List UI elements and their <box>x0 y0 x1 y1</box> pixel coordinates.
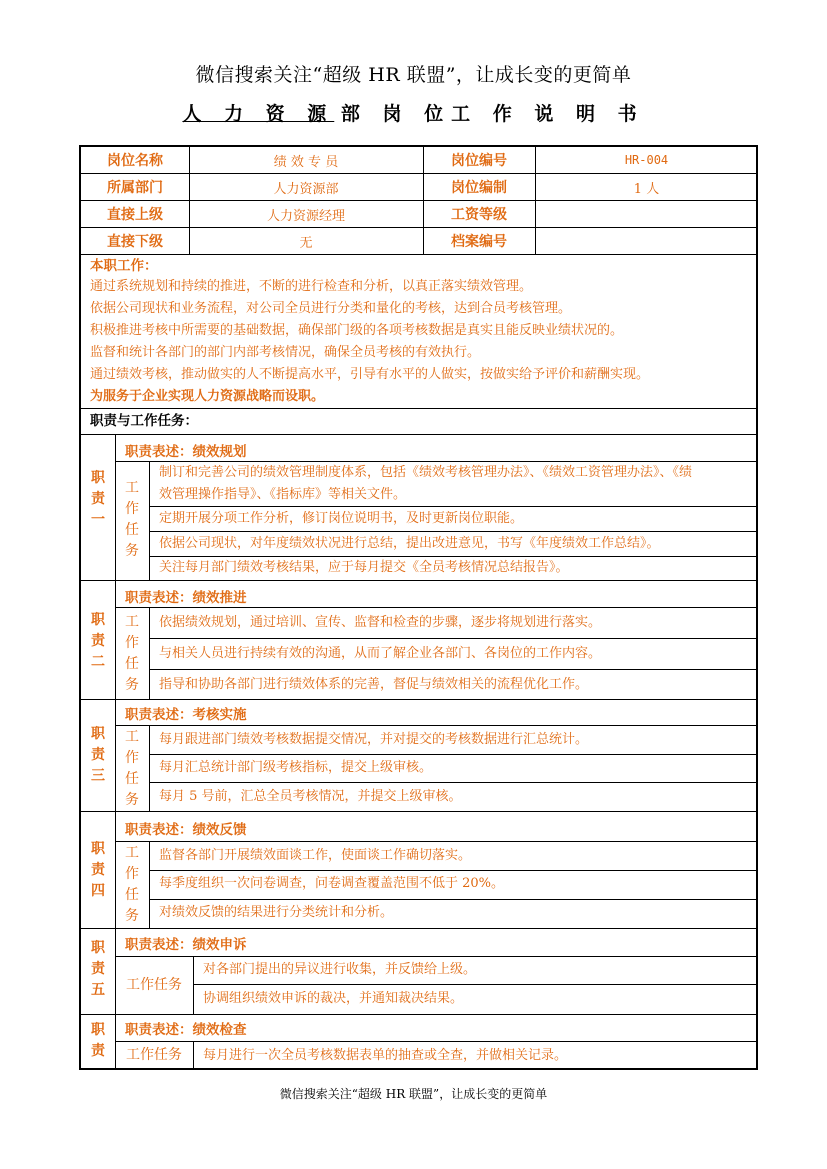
summary-line: 监督和统计各部门的部门内部考核情况，确保全员考核的有效执行。 <box>90 345 481 360</box>
headcount-value: 1 人 <box>633 181 660 197</box>
duty-2-task: 与相关人员进行持续有效的沟通，从而了解企业各部门、各岗位的工作内容。 <box>159 646 602 661</box>
duty-1-task: 关注每月部门绩效考核结果，应于每月提交《全员考核情况总结报告》。 <box>159 560 569 575</box>
duties-title: 职责与工作任务： <box>90 413 198 429</box>
summary-line: 积极推进考核中所需要的基础数据，确保部门级的各项考核数据是真实且能反映业绩状况的。 <box>90 323 624 338</box>
title-rest: 部 岗 位工 作 说 明 书 <box>340 103 645 125</box>
duty-1-heading: 职责表述：绩效规划 <box>125 444 247 460</box>
superior-value: 人力资源经理 <box>266 208 345 224</box>
salary-label: 工资等级 <box>451 207 507 223</box>
duty-1-task: 依据公司现状，对年度绩效状况进行总结，提出改进意见，书写《年度绩效工作总结》。 <box>159 536 660 551</box>
subordinate-label: 直接下级 <box>107 234 163 250</box>
duty-3-task: 每月跟进部门绩效考核数据提交情况，并对提交的考核数据进行汇总统计。 <box>159 732 589 747</box>
dept-value: 人力资源部 <box>273 181 339 197</box>
title-underlined: 人 力 资 源 <box>182 103 335 125</box>
summary-line: 依据公司现状和业务流程，对公司全员进行分类和量化的考核，达到合员考核管理。 <box>90 301 572 316</box>
duty-1-label: 职 责 一 <box>91 470 105 528</box>
duty-5-heading: 职责表述：绩效申诉 <box>125 937 247 953</box>
duty-6-task: 每月进行一次全员考核数据表单的抽查或全查，并做相关记录。 <box>203 1048 568 1063</box>
summary-conclusion: 为服务于企业实现人力资源战略而设职。 <box>90 389 325 404</box>
duty-3-task: 每月汇总统计部门级考核指标，提交上级审核。 <box>159 760 433 775</box>
superior-label: 直接上级 <box>107 207 163 223</box>
summary-line: 通过系统规划和持续的推进，不断的进行检查和分析，以真正落实绩效管理。 <box>90 279 533 294</box>
footer-slogan: 微信搜索关注“超级 HR 联盟”，让成长变的更简单 <box>279 1087 548 1101</box>
salary-value <box>535 201 758 227</box>
dept-label: 所属部门 <box>107 180 163 196</box>
subordinate-value: 无 <box>299 235 313 251</box>
duty-2-task: 依据绩效规划，通过培训、宣传、监督和检查的步骤，逐步将规划进行落实。 <box>159 615 602 630</box>
duty-2-task-label: 工 作 任 务 <box>125 614 139 693</box>
duty-4-task: 对绩效反馈的结果进行分类统计和分析。 <box>159 905 394 920</box>
duty-5-label: 职 责 五 <box>91 940 105 998</box>
job-description-table <box>79 145 758 1070</box>
duty-6-label: 职 责 <box>91 1022 105 1059</box>
duty-6-heading: 职责表述：绩效检查 <box>125 1022 247 1038</box>
duty-1-task-label: 工 作 任 务 <box>125 480 139 559</box>
duty-5-task: 对各部门提出的异议进行收集，并反馈给上级。 <box>203 962 477 977</box>
summary-line: 通过绩效考核，推动做实的人不断提高水平，引导有水平的人做实，按做实给予评价和薪酬实现。 <box>90 367 650 382</box>
duty-3-task-label: 工 作 任 务 <box>125 729 139 808</box>
duty-1-task: 效管理操作指导》、《指标库》等相关文件。 <box>159 487 407 502</box>
duty-2-task: 指导和协助各部门进行绩效体系的完善，督促与绩效相关的流程优化工作。 <box>159 677 589 692</box>
header-slogan: 微信搜索关注“超级 HR 联盟”，让成长变的更简单 <box>195 64 632 86</box>
duty-5-task-label: 工作任务 <box>126 977 182 993</box>
duty-4-task: 监督各部门开展绩效面谈工作，使面谈工作确切落实。 <box>159 848 472 863</box>
duty-4-heading: 职责表述：绩效反馈 <box>125 822 247 838</box>
headcount-label: 岗位编制 <box>451 180 507 196</box>
duty-3-task: 每月 5 号前，汇总全员考核情况，并提交上级审核。 <box>159 789 462 804</box>
duty-2-heading: 职责表述：绩效推进 <box>125 590 247 606</box>
duty-4-label: 职 责 四 <box>91 841 105 899</box>
duty-6-task-label: 工作任务 <box>126 1047 182 1063</box>
duty-5-task: 协调组织绩效申诉的裁决，并通知裁决结果。 <box>203 991 464 1006</box>
document-title <box>0 99 827 126</box>
position-name-label: 岗位名称 <box>107 153 163 169</box>
position-no-value: HR-004 <box>624 153 669 167</box>
summary-title: 本职工作： <box>90 258 158 274</box>
duty-3-label: 职 责 三 <box>91 726 105 784</box>
duty-4-task: 每季度组织一次问卷调查，问卷调查覆盖范围不低于 20%。 <box>159 876 505 891</box>
duty-1-task: 定期开展分项工作分析，修订岗位说明书，及时更新岗位职能。 <box>159 511 524 526</box>
duty-3-heading: 职责表述：考核实施 <box>125 707 247 723</box>
duty-4-task-label: 工 作 任 务 <box>125 845 139 924</box>
archive-value <box>535 228 758 254</box>
position-no-label: 岗位编号 <box>451 153 507 169</box>
duty-2-label: 职 责 二 <box>91 612 105 670</box>
archive-label: 档案编号 <box>451 234 507 250</box>
position-name-value: 绩 效 专 员 <box>273 154 339 170</box>
duty-1-task: 制订和完善公司的绩效管理制度体系，包括《绩效考核管理办法》、《绩效工资管理办法》、《绩 <box>159 465 693 480</box>
